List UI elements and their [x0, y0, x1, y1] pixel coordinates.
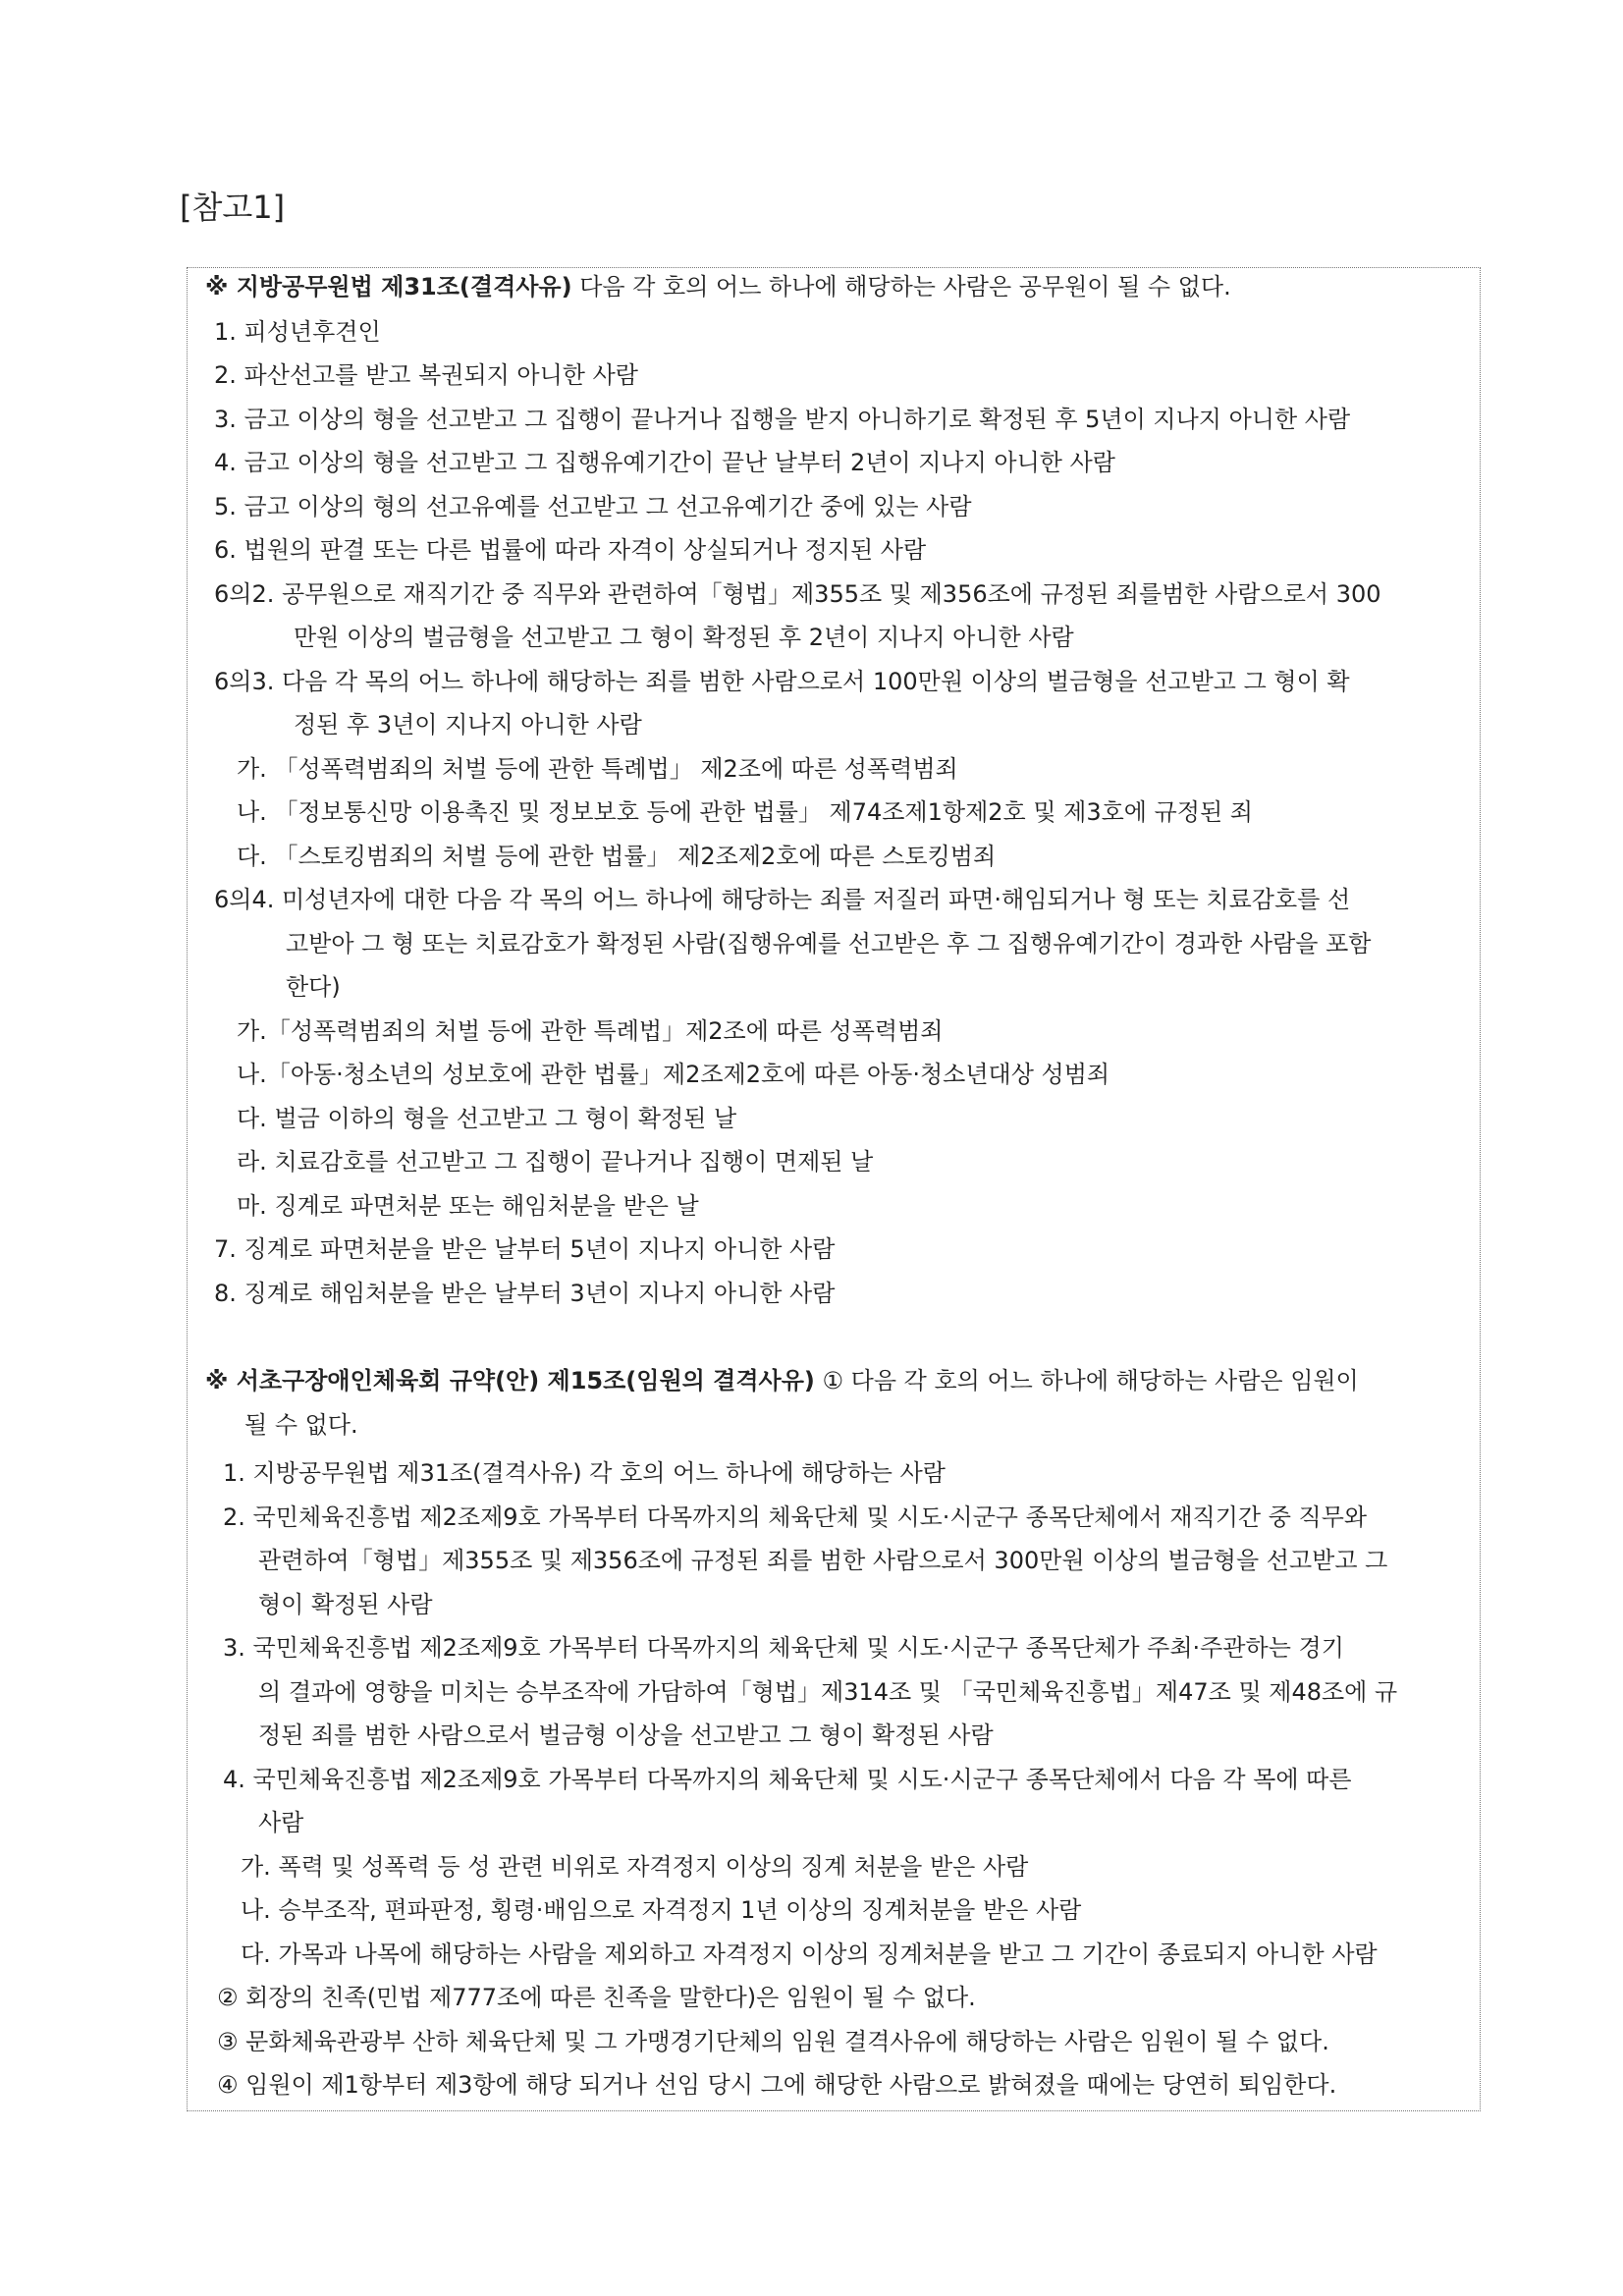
sub-item: 가.「성폭력범죄의 처벌 등에 관한 특례법」제2조에 따른 성폭력범죄	[237, 1017, 944, 1045]
sub-item: 다. 「스토킹범죄의 처벌 등에 관한 법률」 제2조제2호에 따른 스토킹범죄	[237, 843, 997, 870]
sub-item: 마. 징계로 파면처분 또는 해임처분을 받은 날	[237, 1192, 699, 1220]
list-item: 6. 법원의 판결 또는 다른 법률에 따라 자격이 상실되거나 정지된 사람	[214, 536, 927, 564]
reference-box	[187, 267, 1481, 2111]
list-item: 6의2. 공무원으로 재직기간 중 직무와 관련하여「형법」제355조 및 제356조에 규정된 죄를범한 사람으로서 300	[214, 580, 1381, 608]
list-item: 6의4. 미성년자에 대한 다음 각 목의 어느 하나에 해당하는 죄를 저질러 파면·해임되거나 형 또는 치료감호를 선	[214, 886, 1351, 913]
list-item: 1. 피성년후견인	[214, 318, 381, 346]
list-item-continuation: 정된 죄를 범한 사람으로서 벌금형 이상을 선고받고 그 형이 확정된 사람	[258, 1722, 994, 1749]
list-item: 6의3. 다음 각 목의 어느 하나에 해당하는 죄를 범한 사람으로서 100만원 이상의 벌금형을 선고받고 그 형이 확	[214, 668, 1350, 695]
list-item-continuation: 만원 이상의 벌금형을 선고받고 그 형이 확정된 후 2년이 지나지 아니한 사람	[294, 624, 1074, 651]
section2-title: ※ 서초구장애인체육회 규약(안) 제15조(임원의 결격사유)	[205, 1367, 815, 1394]
list-item: ② 회장의 친족(민법 제777조에 따른 친족을 말한다)은 임원이 될 수 없다.	[217, 1984, 976, 2011]
sub-item: 라. 치료감호를 선고받고 그 집행이 끝나거나 집행이 면제된 날	[237, 1148, 874, 1175]
section2-intro: ① 다음 각 호의 어느 하나에 해당하는 사람은 임원이	[814, 1367, 1359, 1394]
sub-item: 가. 폭력 및 성폭력 등 성 관련 비위로 자격정지 이상의 징계 처분을 받은 사람	[241, 1853, 1029, 1881]
list-item: ④ 임원이 제1항부터 제3항에 해당 되거나 선임 당시 그에 해당한 사람으로 밝혀졌을 때에는 당연히 퇴임한다.	[217, 2071, 1337, 2099]
list-item-continuation: 형이 확정된 사람	[258, 1591, 433, 1618]
section2-intro-continuation: 될 수 없다.	[244, 1411, 358, 1439]
list-item: 4. 금고 이상의 형을 선고받고 그 집행유예기간이 끝난 날부터 2년이 지나지 아니한 사람	[214, 449, 1115, 476]
list-item: 1. 지방공무원법 제31조(결격사유) 각 호의 어느 하나에 해당하는 사람	[223, 1459, 946, 1487]
list-item-continuation: 관련하여「형법」제355조 및 제356조에 규정된 죄를 범한 사람으로서 300만원 이상의 벌금형을 선고받고 그	[258, 1547, 1388, 1574]
list-item-continuation: 의 결과에 영향을 미치는 승부조작에 가담하여「형법」제314조 및 「국민체육진흥법」제47조 및 제48조에 규	[258, 1678, 1398, 1706]
list-item: 3. 금고 이상의 형을 선고받고 그 집행이 끝나거나 집행을 받지 아니하기로 확정된 후 5년이 지나지 아니한 사람	[214, 406, 1351, 433]
section1-heading	[205, 270, 1231, 303]
list-item-continuation: 한다)	[286, 973, 341, 1001]
list-item: 2. 국민체육진흥법 제2조제9호 가목부터 다목까지의 체육단체 및 시도·시군구 종목단체에서 재직기간 중 직무와	[223, 1503, 1368, 1531]
list-item: ③ 문화체육관광부 산하 체육단체 및 그 가맹경기단체의 임원 결격사유에 해당하는 사람은 임원이 될 수 없다.	[217, 2028, 1329, 2055]
list-item-continuation: 사람	[258, 1809, 304, 1836]
sub-item: 다. 가목과 나목에 해당하는 사람을 제외하고 자격정지 이상의 징계처분을 받고 그 기간이 종료되지 아니한 사람	[241, 1941, 1378, 1968]
section2-heading	[205, 1364, 1359, 1397]
list-item: 5. 금고 이상의 형의 선고유예를 선고받고 그 선고유예기간 중에 있는 사람	[214, 493, 972, 520]
list-item: 7. 징계로 파면처분을 받은 날부터 5년이 지나지 아니한 사람	[214, 1235, 836, 1263]
list-item-continuation: 고받아 그 형 또는 치료감호가 확정된 사람(집행유예를 선고받은 후 그 집행유예기간이 경과한 사람을 포함	[286, 930, 1372, 957]
sub-item: 나.「아동·청소년의 성보호에 관한 법률」제2조제2호에 따른 아동·청소년대상 성범죄	[237, 1061, 1110, 1088]
sub-item: 나. 「정보통신망 이용촉진 및 정보보호 등에 관한 법률」 제74조제1항제2호 및 제3호에 규정된 죄	[237, 798, 1253, 826]
sub-item: 가. 「성폭력범죄의 처벌 등에 관한 특례법」 제2조에 따른 성폭력범죄	[237, 755, 958, 783]
list-item: 4. 국민체육진흥법 제2조제9호 가목부터 다목까지의 체육단체 및 시도·시군구 종목단체에서 다음 각 목에 따른	[223, 1766, 1352, 1793]
list-item: 8. 징계로 해임처분을 받은 날부터 3년이 지나지 아니한 사람	[214, 1280, 836, 1307]
list-item: 3. 국민체육진흥법 제2조제9호 가목부터 다목까지의 체육단체 및 시도·시군구 종목단체가 주최·주관하는 경기	[223, 1634, 1344, 1662]
page-heading: [참고1]	[180, 189, 286, 226]
list-item-continuation: 정된 후 3년이 지나지 아니한 사람	[294, 711, 642, 738]
list-item: 2. 파산선고를 받고 복권되지 아니한 사람	[214, 361, 638, 389]
sub-item: 나. 승부조작, 편파판정, 횡령·배임으로 자격정지 1년 이상의 징계처분을 받은 사람	[241, 1896, 1082, 1924]
section1-intro: 다음 각 호의 어느 하나에 해당하는 사람은 공무원이 될 수 없다.	[571, 273, 1231, 301]
section1-title: ※ 지방공무원법 제31조(결격사유)	[205, 273, 572, 301]
sub-item: 다. 벌금 이하의 형을 선고받고 그 형이 확정된 날	[237, 1105, 737, 1132]
